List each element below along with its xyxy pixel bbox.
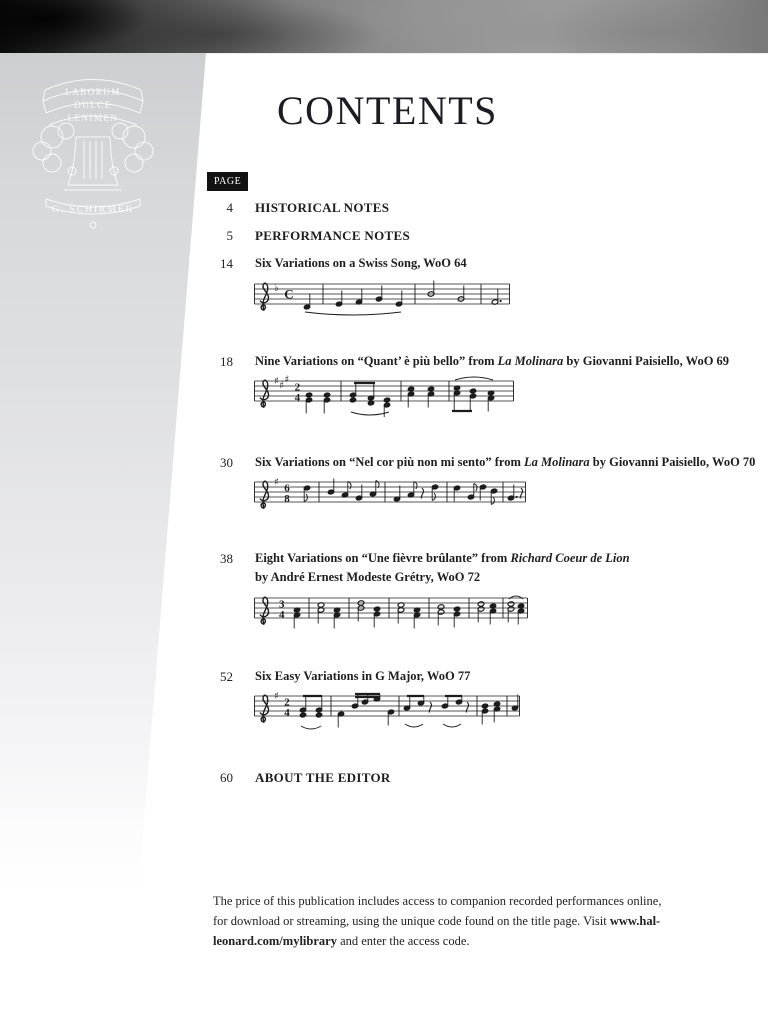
toc-title: Six Variations on a Swiss Song, WoO 64 [255,256,467,270]
toc-row-performance-notes [0,228,768,246]
toc-page-number: 38 [220,551,233,566]
toc-page-number: 30 [220,455,233,470]
toc-page-number: 4 [226,200,233,215]
toc-page-number: 14 [220,256,233,271]
svg-text:♯: ♯ [274,477,279,488]
toc-page-number: 52 [220,669,233,684]
page-title: CONTENTS [277,88,498,133]
toc-page-number: 18 [220,354,233,369]
svg-text:C: C [284,286,294,302]
toc-row-about-editor [0,770,768,788]
toc-title: HISTORICAL NOTES [255,200,390,215]
logo-motto-word: LABORUM [65,87,121,97]
toc-row-woo69 [0,354,768,372]
page-column-label: PAGE [207,172,248,191]
footer-url-part: www.hal- [609,914,661,928]
toc-row-woo70 [0,455,768,473]
svg-text:4: 4 [284,706,290,719]
toc-row-historical-notes [0,200,768,218]
toc-title: Nine Variations on “Quant’ è più bello” from La Molinara by Giovanni Paisiello, WoO 69 [255,354,730,368]
logo-name: G. SCHIRMER [51,205,135,215]
toc-title: ABOUT THE EDITOR [255,770,391,785]
toc-row-woo72 [0,551,768,569]
footer-line-1: The price of this publication includes access to companion recorded performances online, [213,894,662,908]
toc-page-number: 5 [226,228,233,243]
music-excerpt-woo64 [253,274,511,320]
footer-line-3: leonard.com/mylibrary and enter the access code. [213,934,470,948]
work-title-italic: Richard Coeur de Lion [510,551,630,565]
svg-text:♯: ♯ [284,374,290,386]
music-excerpt-woo70 [253,472,527,518]
svg-text:4: 4 [294,391,301,404]
svg-text:♯: ♯ [279,380,285,392]
toc-title: Six Variations on “Nel cor più non mi sento” from La Molinara by Giovanni Paisiello, WoO 70 [255,455,756,469]
access-code-note [213,891,661,951]
work-title-italic: La Molinara [524,455,590,469]
side-gradient-band [0,53,206,895]
svg-text:8: 8 [284,492,290,505]
toc-row-woo72-line2 [0,570,768,588]
music-excerpt-woo77 [253,686,521,732]
logo-motto-word: DULCE [74,100,112,110]
music-excerpt-woo72 [253,588,529,634]
footer-line-2: for download or streaming, using the unique code found on the title page. Visit www.hal- [213,914,661,928]
svg-text:3: 3 [279,598,285,611]
footer-url-part: leonard.com/mylibrary [213,934,337,948]
svg-text:♯: ♯ [274,691,279,702]
toc-row-woo64 [0,256,768,274]
toc-title-continuation: by André Ernest Modeste Grétry, WoO 72 [255,570,481,584]
music-excerpt-woo69 [253,371,515,417]
toc-title: PERFORMANCE NOTES [255,228,410,243]
toc-title: Eight Variations on “Une fièvre brûlante” from Richard Coeur de Lion [255,551,630,565]
logo-motto-word: LENIMEN [67,113,119,123]
svg-text:2: 2 [284,696,290,709]
toc-title: Six Easy Variations in G Major, WoO 77 [255,669,471,683]
toc-row-woo77 [0,669,768,687]
svg-text:♯: ♯ [274,376,279,387]
work-title-italic: La Molinara [497,354,564,368]
header-photo-band [0,0,768,54]
svg-text:2: 2 [294,381,301,394]
toc-page-number: 60 [220,770,233,785]
svg-text:4: 4 [279,608,285,621]
svg-text:♭: ♭ [274,283,279,294]
svg-text:6: 6 [284,482,290,495]
